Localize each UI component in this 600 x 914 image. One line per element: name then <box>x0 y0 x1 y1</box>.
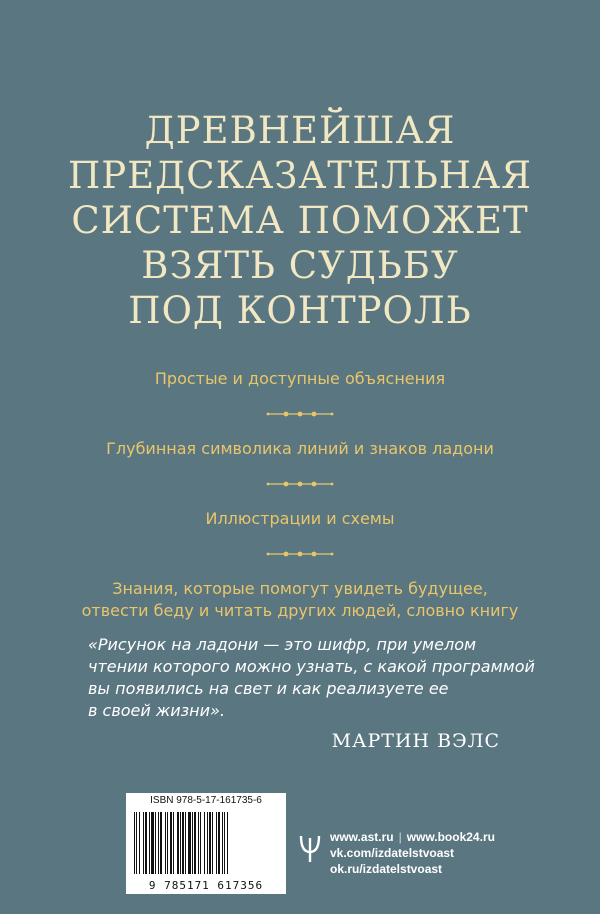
barcode-bar <box>134 812 135 874</box>
feature-3: Иллюстрации и схемы <box>205 509 395 528</box>
barcode-bar <box>139 812 140 874</box>
isbn-label: ISBN 978-5-17-161735-6 <box>126 793 286 808</box>
barcode-bar <box>204 812 205 874</box>
feature-4-line-1: Знания, которые помогут увидеть будущее, <box>112 579 488 598</box>
ornament-divider-icon <box>264 548 336 560</box>
headline-line-1: ДРЕВНЕЙШАЯ <box>144 109 456 152</box>
feature-list <box>0 368 600 622</box>
quote-line-2: чтении которого можно узнать, с какой программой <box>88 657 535 676</box>
barcode-bar <box>209 812 211 874</box>
quote-line-1: «Рисунок на ладони — это шифр, при умелом <box>88 635 477 654</box>
barcode-bar <box>185 812 186 874</box>
barcode-bar <box>180 812 181 874</box>
barcode-bars <box>134 812 278 878</box>
barcode-bar <box>200 812 201 874</box>
barcode-bar <box>207 812 208 874</box>
barcode-bar <box>212 812 213 874</box>
barcode-bar <box>222 812 223 874</box>
barcode-bar <box>173 812 174 874</box>
feature-4-line-2: отвести беду и читать других людей, словно книгу <box>81 601 519 620</box>
barcode-bar <box>194 812 196 874</box>
barcode-bar <box>216 812 217 874</box>
publisher-links <box>330 829 495 877</box>
barcode-bar <box>149 812 150 874</box>
barcode-bar <box>188 812 191 874</box>
headline-line-4: ВЗЯТЬ СУДЬБУ <box>141 244 459 287</box>
barcode-bar <box>155 812 156 874</box>
vk-link[interactable]: vk.com/izdatelstvoast <box>330 846 455 860</box>
barcode-bar <box>136 812 137 874</box>
ornament-divider-icon <box>264 408 336 420</box>
quote-block <box>88 634 535 722</box>
quote-line-3: вы появились на свет и как реализуете ее <box>88 679 449 698</box>
barcode-bar <box>170 812 172 874</box>
barcode-bar <box>227 812 228 874</box>
feature-2: Глубинная символика линий и знаков ладони <box>106 439 494 458</box>
barcode-bar <box>177 812 179 874</box>
barcode-bar <box>158 812 159 874</box>
links-row-1 <box>330 829 495 845</box>
headline-line-3: СИСТЕМА ПОМОЖЕТ <box>71 199 529 242</box>
barcode-bar <box>192 812 193 874</box>
barcode-bar <box>218 812 220 874</box>
cover-headline <box>0 108 600 333</box>
barcode-digits: 9 785171 617356 <box>148 879 264 892</box>
barcode-bar <box>160 812 162 874</box>
psi-trident-icon <box>299 834 321 864</box>
quote-author: МАРТИН ВЭЛС <box>331 730 500 752</box>
quote-line-4: в своей жизни». <box>88 701 225 720</box>
link-separator: | <box>398 830 402 844</box>
barcode <box>126 808 286 894</box>
barcode-bar <box>198 812 199 874</box>
barcode-bar <box>165 812 166 874</box>
barcode-bar <box>151 812 154 874</box>
feature-1: Простые и доступные объяснения <box>154 369 446 388</box>
barcode-bar <box>182 812 184 874</box>
ornament-divider-icon <box>264 478 336 490</box>
barcode-bar <box>167 812 168 874</box>
barcode-bar <box>143 812 144 874</box>
site-link-book24[interactable]: www.book24.ru <box>406 830 495 844</box>
headline-line-2: ПРЕДСКАЗАТЕЛЬНАЯ <box>68 154 532 197</box>
headline-line-5: ПОД КОНТРОЛЬ <box>128 289 472 332</box>
ok-link[interactable]: ok.ru/izdatelstvoast <box>330 862 443 876</box>
barcode-bar <box>224 812 225 874</box>
barcode-bar <box>145 812 147 874</box>
site-link-ast[interactable]: www.ast.ru <box>330 830 394 844</box>
